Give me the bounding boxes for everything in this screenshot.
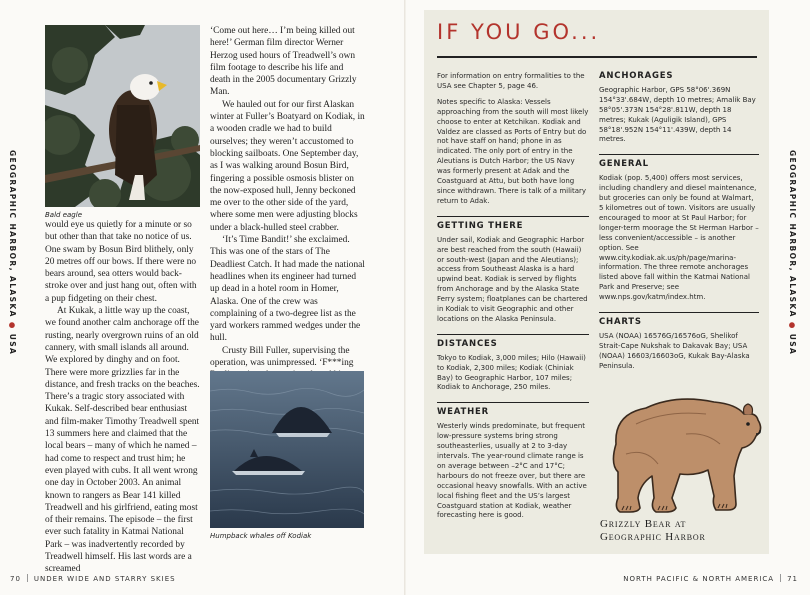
footer-divider	[780, 574, 781, 582]
right-side-running-head	[788, 150, 797, 355]
intro-paragraph: For information on entry formalities to the USA see Chapter 5, page 46.	[437, 72, 585, 90]
bear-caption-line: Grizzly Bear at	[600, 518, 687, 530]
eagle-caption: Bald eagle	[45, 211, 82, 219]
paragraph: Crusty Bill Fuller, supervising the operation, was unimpressed. ‘F***ing	[210, 345, 354, 369]
info-column-right	[599, 72, 759, 372]
paragraph: ‘Come out here… I’m being killed out here!’ German film director Werner Herzog used hours of Treadwell’s own film footage to describe his life and death in the 2005 documentary Grizzly Man.	[210, 26, 357, 98]
paragraph: We hauled out for our first Alaskan winter at Fuller’s Boatyard on Kodiak, in a wooden cradle we had to build ourselves; they weren’t accustomed to blocking sailboats. One September day, as I was walking around Bosun Bird, fingering a possible osmosis blister on the now-exposed hull, Jenny beckoned me over to the other side of the yard, where some men were adjusting blocks under a black-hulled steel crabber.	[210, 99, 365, 233]
footer-divider	[27, 574, 28, 582]
panel-title: IF YOU GO...	[437, 20, 601, 44]
side-location: GEOGRAPHIC HARBOR, ALASKA	[788, 150, 797, 318]
side-dot: ●	[8, 321, 17, 330]
charts-text: USA (NOAA) 16576G/16576oG, Shelikof Strait-Cape Nukshak to Dakavak Bay; USA (NOAA) 16603/16603oG, Kukak Bay-Alaska Peninsula.	[599, 331, 750, 370]
side-country: USA	[8, 333, 17, 356]
general-text: Kodiak (pop. 5,400) offers most services, including chandlery and diesel maintenance, but groceries can only be found at Walmart, 5 kilometres out of town. Visitors are usually encouraged to moor at St Paul Harbor; for longer-term moorage the St Herman Harbor – less convenient/accessible – is another option. See www.city.kodiak.ak.us/ph/page/marina-information. The three remote anchorages listed above fall within the Katmai National Park and Preserve; see www.nps.gov/katm/index.htm.	[599, 174, 759, 302]
panel-title-rule	[437, 56, 757, 58]
body-column-a	[45, 219, 200, 576]
left-footer	[10, 574, 176, 583]
bald-eagle-illustration	[45, 25, 200, 207]
section-title: NORTH PACIFIC & NORTH AMERICA	[623, 575, 775, 583]
body-column-b	[210, 25, 365, 394]
humpback-whales-photo	[210, 371, 364, 528]
side-dot: ●	[788, 321, 797, 330]
page-number-right: 71	[787, 575, 798, 583]
distances-heading: DISTANCES	[437, 334, 589, 350]
grizzly-bear-illustration	[596, 384, 766, 516]
page-number-left: 70	[10, 575, 21, 583]
bald-eagle-photo	[45, 25, 200, 207]
getting-there-heading: GETTING THERE	[437, 216, 589, 232]
anchorages-heading: ANCHORAGES	[599, 71, 674, 81]
bear-caption-line: Geographic Harbor	[600, 531, 706, 543]
side-location: GEOGRAPHIC HARBOR, ALASKA	[8, 150, 17, 318]
anchorages-text: Geographic Harbor, GPS 58°06'.369N 154°33'.684W, depth 10 metres; Amalik Bay 58°05'.373N 154°28'.811W, depth 18 metres; Kukak (Aguligik Island), GPS 58°18'.952N 154°11'.439W, depth 14 metres.	[599, 85, 756, 144]
paragraph: ‘It’s Time Bandit!’ she exclaimed. This was one of the stars of The Deadliest Catch. It had made the national headlines when its engineer had turned up dead in a hotel room in Homer, Alaska. One of the crew was complaining of a two-degree list as the yard workers rammed wedges under the hull.	[210, 235, 365, 344]
intro-paragraph: Notes specific to Alaska: Vessels approaching from the south will most likely choose to enter at Ketchikan. Kodiak and Valdez are classed as Ports of Entry but do not have staff on hand; phone in as indicated. The only port of entry in the Aleutians is Dutch Harbor; the US Navy was formerly present at Adak and the Coastguard at Attu, but both have long since withdrawn. There is talk of a military return to Adak.	[437, 97, 589, 205]
paragraph: would eye us quietly for a minute or so but other than that take no notice of us. One swam by Bosun Bird blithely, only 20 metres off our bows. If there were no bears around, sea otters would back-stroke over and just hang out, often with a pup fidgeting on their chest.	[45, 220, 197, 304]
humpback-whales-illustration	[210, 371, 364, 528]
book-gutter	[404, 0, 406, 595]
grizzly-bear-icon	[596, 384, 766, 516]
general-heading: GENERAL	[599, 154, 759, 170]
right-footer	[623, 574, 798, 583]
side-country: USA	[788, 333, 797, 356]
book-title: UNDER WIDE AND STARRY SKIES	[33, 575, 176, 583]
getting-there-text: Under sail, Kodiak and Geographic Harbor are best reached from the south (Hawaii) or south-west (Japan and the Aleutians); access from Southeast Alaska is a hard upwind beat. Kodiak is served by flights from Anchorage and by the Alaska State Ferry system; floatplanes can be chartered in Kodiak to visit Geographic and other locations on the Alaska Peninsula.	[437, 235, 588, 323]
weather-heading: WEATHER	[437, 402, 589, 418]
charts-heading: CHARTS	[599, 312, 759, 328]
info-column-left	[437, 72, 589, 521]
weather-text: Westerly winds predominate, but frequent low-pressure systems bring strong southeasterlies, usually at 2 to 3-day intervals. The year-round climate range is on average between –2°C and 17°C; harbours do not freeze over, but there are occasional heavy snowfalls. With an active local fishing fleet and the US’s largest Coastguard station at Kodiak, weather forecasting here is good.	[437, 422, 587, 520]
distances-text: Tokyo to Kodiak, 3,000 miles; Hilo (Hawaii) to Kodiak, 2,300 miles; Kodiak (Chiniak Bay) to Geographic Harbor, 107 miles; Kodiak to Anchorage, 250 miles.	[437, 353, 586, 392]
whale-caption: Humpback whales off Kodiak	[210, 532, 312, 540]
paragraph: At Kukak, a little way up the coast, we found another calm anchorage off the rusting, nearly overgrown ruins of an old cannery, with small islands all around. We explored by dinghy and on foot. There were more grizzlies far in the distance, and fresh tracks on the beaches. There’s a tragic story associated with Kukak. Self-described bear enthusiast and film-maker Timothy Treadwell spent 13 summers here and claimed that the local bears – many of which he named – had come to respect and trust him; he even played with cubs. It all went wrong one day in October 2003. An animal known to rangers as Bear 141 killed Treadwell and his girlfriend, eating most of their remains. The episode – the first ever such fatality in Katmai National Park – was inadvertently recorded by Treadwell himself. His last words are a screamed	[45, 306, 200, 575]
bear-caption	[600, 518, 706, 544]
left-side-running-head	[8, 150, 17, 355]
